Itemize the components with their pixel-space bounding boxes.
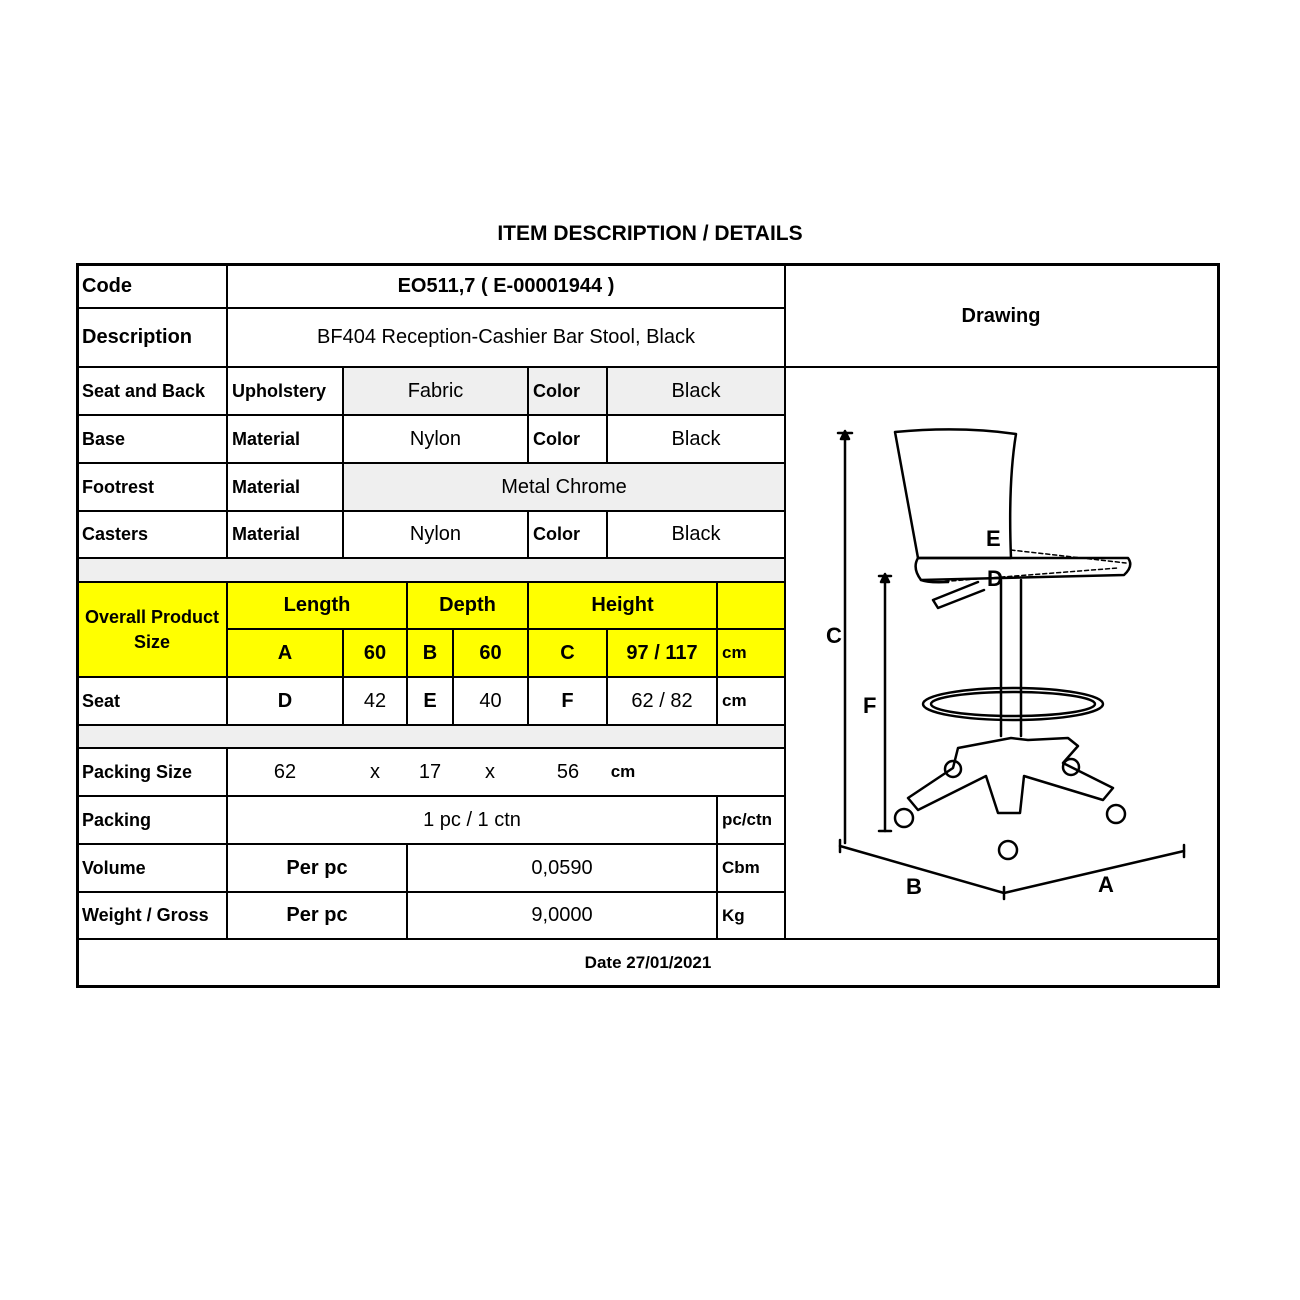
dim-f-letter: F bbox=[561, 689, 574, 712]
base-color-label: Color bbox=[533, 428, 580, 449]
drawing-letter-b: B bbox=[906, 874, 922, 899]
description-value: BF404 Reception-Cashier Bar Stool, Black bbox=[317, 326, 695, 348]
dim-c-letter: C bbox=[560, 641, 575, 664]
date-footer: Date 27/01/2021 bbox=[584, 953, 712, 972]
dim-c-value: 97 / 117 bbox=[626, 641, 698, 664]
overall-unit: cm bbox=[722, 643, 747, 662]
weight-unit: Kg bbox=[722, 905, 745, 925]
casters-attr: Material bbox=[232, 524, 301, 544]
packing-width: 17 bbox=[418, 760, 442, 783]
packing-size-unit: cm bbox=[610, 762, 636, 781]
drawing-label: Drawing bbox=[961, 304, 1041, 327]
packing-label: Packing bbox=[82, 809, 152, 830]
footrest-material: Metal Chrome bbox=[501, 475, 627, 498]
volume-per: Per pc bbox=[286, 856, 348, 879]
code-label: Code bbox=[82, 275, 132, 297]
packing-x1: x bbox=[370, 760, 380, 783]
packing-unit: pc/ctn bbox=[722, 810, 773, 829]
drawing-letter-e: E bbox=[986, 526, 1001, 551]
seat-back-label: Seat and Back bbox=[82, 380, 206, 401]
casters-color-label: Color bbox=[533, 524, 580, 544]
packing-size-label: Packing Size bbox=[82, 761, 193, 782]
dim-e-letter: E bbox=[423, 689, 437, 712]
seat-back-color-label: Color bbox=[533, 380, 580, 401]
seat-back-attr: Upholstery bbox=[232, 380, 327, 401]
page-title: ITEM DESCRIPTION / DETAILS bbox=[497, 222, 803, 245]
overall-size-label: Overall Product Size bbox=[84, 606, 220, 652]
dim-a-value: 60 bbox=[363, 641, 387, 664]
depth-header: Depth bbox=[439, 594, 496, 616]
drawing-letter-a: A bbox=[1098, 872, 1114, 897]
packing-value: 1 pc / 1 ctn bbox=[423, 808, 521, 831]
drawing-letter-c: C bbox=[826, 623, 842, 648]
code-value: EO511,7 ( E-00001944 ) bbox=[397, 275, 615, 297]
length-header: Length bbox=[283, 594, 351, 616]
drawing-letter-d: D bbox=[987, 566, 1003, 591]
seat-back-color: Black bbox=[671, 379, 721, 402]
dim-a-letter: A bbox=[277, 641, 293, 664]
height-header: Height bbox=[591, 594, 654, 616]
base-attr: Material bbox=[232, 428, 301, 449]
weight-per: Per pc bbox=[286, 904, 348, 926]
dim-f-value: 62 / 82 bbox=[631, 689, 693, 712]
dim-b-value: 60 bbox=[479, 641, 502, 664]
seat-label: Seat bbox=[82, 690, 121, 711]
footrest-attr: Material bbox=[232, 476, 301, 497]
volume-value: 0,0590 bbox=[531, 856, 593, 879]
dim-d-letter: D bbox=[277, 689, 293, 712]
stool-drawing bbox=[788, 368, 1218, 939]
packing-x2: x bbox=[485, 760, 495, 783]
volume-unit: Cbm bbox=[722, 858, 760, 877]
dim-e-value: 40 bbox=[479, 689, 502, 712]
volume-label: Volume bbox=[82, 857, 146, 878]
casters-material: Nylon bbox=[409, 523, 462, 545]
base-material: Nylon bbox=[409, 427, 462, 450]
base-color: Black bbox=[671, 427, 721, 450]
packing-height: 56 bbox=[556, 760, 580, 783]
packing-length: 62 bbox=[273, 760, 297, 783]
drawing-letter-f: F bbox=[863, 693, 877, 718]
description-label: Description bbox=[82, 326, 193, 348]
dim-d-value: 42 bbox=[363, 689, 387, 712]
casters-color: Black bbox=[671, 523, 721, 545]
weight-label: Weight / Gross bbox=[82, 905, 209, 925]
dim-b-letter: B bbox=[422, 641, 438, 664]
footrest-label: Footrest bbox=[82, 476, 154, 497]
base-label: Base bbox=[82, 428, 126, 449]
weight-value: 9,0000 bbox=[531, 904, 593, 926]
seat-back-upholstery: Fabric bbox=[407, 379, 464, 402]
seat-unit: cm bbox=[722, 691, 747, 710]
casters-label: Casters bbox=[82, 524, 149, 544]
